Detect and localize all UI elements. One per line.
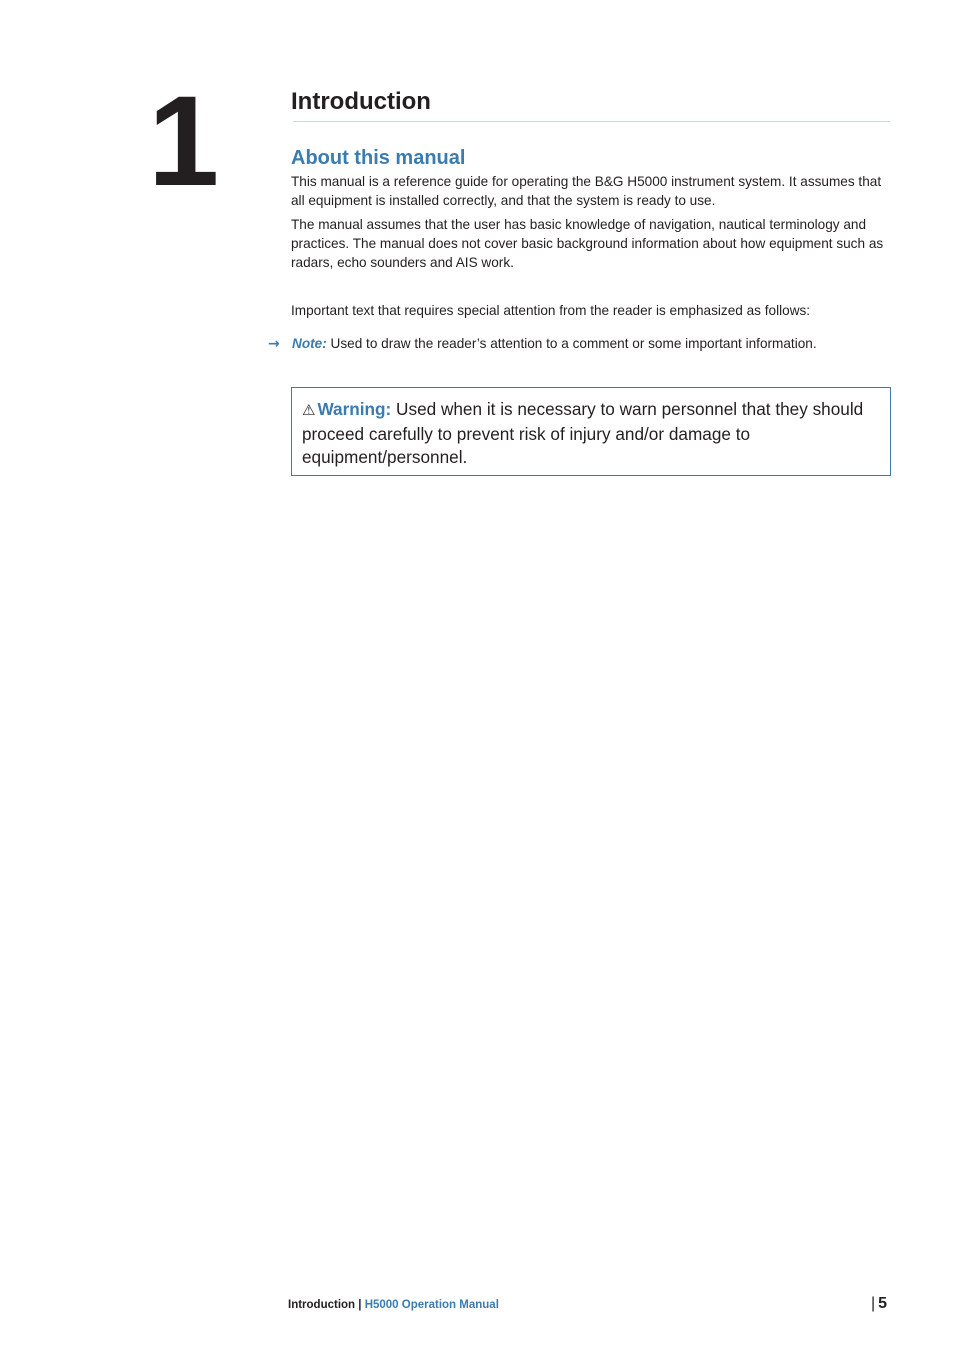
warning-triangle-icon: ⚠ — [302, 401, 316, 419]
footer-separator: | — [355, 1299, 365, 1311]
arrow-right-icon: → — [268, 336, 280, 352]
chapter-number: 1 — [148, 70, 216, 213]
page-number-bar: | — [871, 1295, 876, 1312]
intro-paragraph-2: The manual assumes that the user has basic knowledge of navigation, nautical terminology and practices. The manual does not cover basic background information about how equipment such as radars, echo sounders and AIS work. — [291, 217, 884, 270]
footer-section-name: Introduction — [288, 1299, 356, 1311]
warning-box — [291, 387, 891, 476]
note-label: Note: — [292, 336, 327, 351]
page-footer — [288, 1297, 499, 1313]
intro-paragraph-1: This manual is a reference guide for operating the B&G H5000 instrument system. It assumes that all equipment is installed correctly, and that the system is ready to use. — [291, 174, 882, 208]
page-number — [871, 1293, 887, 1315]
note-text: Used to draw the reader’s attention to a comment or some important information. — [326, 336, 817, 351]
note-item — [268, 334, 888, 354]
warning-text: Used when it is necessary to warn personnel that they should proceed carefully to prevent risk of injury and/or damage to equipment/personnel. — [302, 399, 864, 467]
page-number-value: 5 — [878, 1295, 888, 1312]
section-title: About this manual — [291, 147, 466, 169]
title-divider — [293, 121, 890, 122]
chapter-title: Introduction — [291, 88, 431, 115]
warning-label: Warning: — [317, 399, 392, 419]
footer-manual-title: H5000 Operation Manual — [364, 1299, 499, 1311]
intro-paragraph-3: Important text that requires special attention from the reader is emphasized as follows: — [291, 303, 811, 318]
